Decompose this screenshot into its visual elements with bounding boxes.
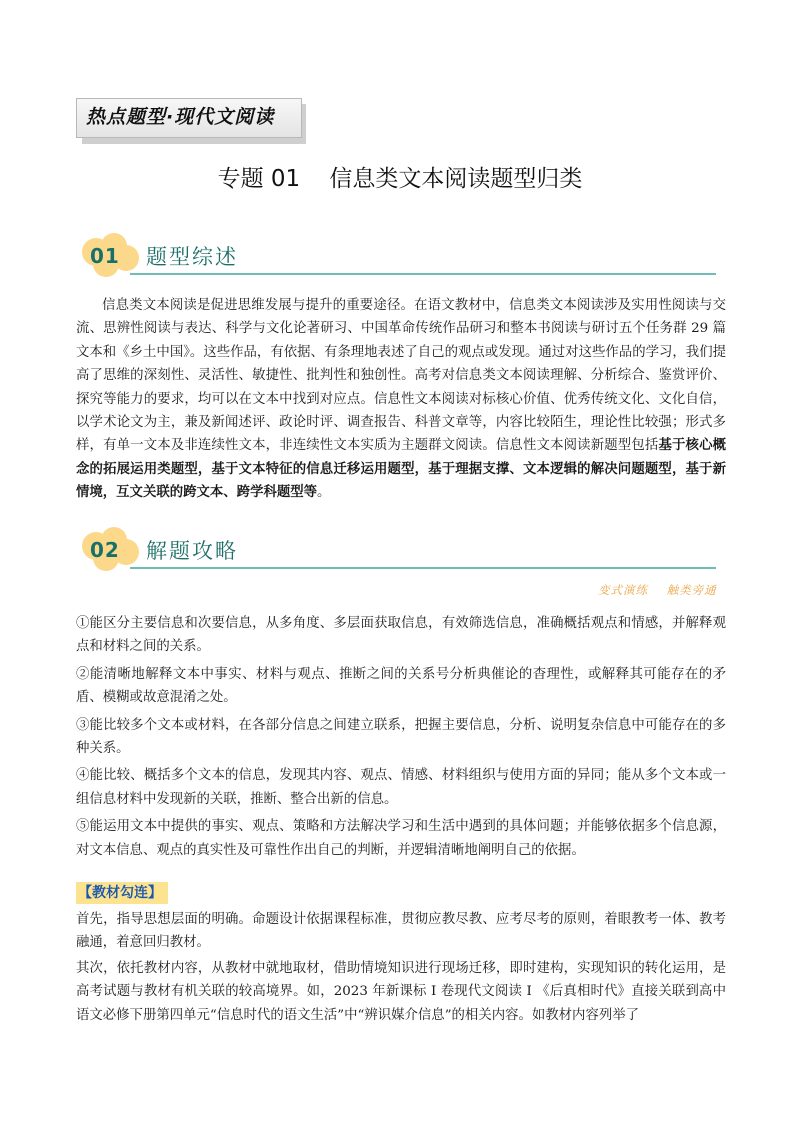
banner-text: 热点题型·现代文阅读 [86,106,275,128]
ability-item: ⑤能运用文本中提供的事实、观点、策略和方法解决学习和生活中遇到的具体问题；并能够依据多个信息源，对文本信息、观点的真实性及可靠性作出自己的判断，并逻辑清晰地阐明自己的依据。 [76,819,726,858]
textbook-link-body [76,908,726,1027]
section-rule [130,567,716,569]
ability-item: ②能清晰地解释文本中事实、材料与观点、推断之间的关系号分析典催论的杳理性，或解释其可能存在的矛盾、模糊或故意混淆之处。 [76,666,726,706]
section-title: 解题攻略 [146,539,238,563]
ability-item: ①能区分主要信息和次要信息，从多角度、多层面获取信息，有效筛选信息，准确概括观点和情感，并解释观点和材料之间的关系。 [76,616,726,655]
topic-banner [76,98,308,146]
ability-item: ③能比较多个文本或材料，在各部分信息之间建立联系，把握主要信息，分析、说明复杂信息中可能存在的多种关系。 [76,717,726,757]
ability-item: ④能比较、概括多个文本的信息，发现其内容、观点、情感、材料组织与使用方面的异同；能从多个文本或一组信息材料中发现新的关联，推断、整合出新的信息。 [76,768,726,807]
abilities-list [76,612,726,866]
section-heading-02 [80,526,720,578]
section-tagline: 变式演练 触类旁通 [598,583,717,597]
overview-bold-types: 基于核心概念的拓展运用类题型，基于文本特征的信息迁移运用题型，基于理据支撑、文本逻辑的解决问题题型，基于新情境，互文关联的跨文本、跨学科题型等 [76,437,727,501]
section-rule [130,273,716,275]
document-title: 专题 01 信息类文本阅读题型归类 [217,166,583,192]
section-title: 题型综述 [146,245,238,269]
section-number: 02 [90,538,120,562]
textbook-paragraph: 其次，依托教材内容，从教材中就地取材，借助情境知识进行现场迁移，即时建构，实现知识的转化运用，是高考试题与教材有机关联的较高境界。如，2023 年新课标 I 卷现代文阅读 I 《后真相时代》直接关联到高中语文必修下册第四单元“信息时代的语文生活”中“辨识媒介信息”的相关内容。如教材内容列举了 [76,960,726,1023]
textbook-link-label: 【教材勾连】 [76,882,168,904]
textbook-paragraph: 首先，指导思想层面的明确。命题设计依据课程标准，贯彻应教尽教、应考尽考的原则，着眼教考一体、教考融通，着意回归教材。 [76,912,726,951]
section-number: 01 [90,244,120,268]
overview-paragraph [76,294,726,505]
overview-intro: 信息类文本阅读是促进思维发展与提升的重要途径。在语文教材中，信息类文本阅读涉及实用性阅读与交流、思辨性阅读与表达、科学与文化论著研习、中国革命传统作品研习和整本书阅读与研讨五个任务群 29 篇文本和《乡土中国》。这些作品，有依据、有条理地表述了自己的观点或发现。通过对这些作品的学习，我们提高了思维的深刻性、灵活性、敏捷性、批判性和独创性。高考对信息类文本阅读理解、分析综合、鉴赏评价、探究等能力的要求，均可以在文本中找到对应点。信息性文本阅读对标核心价值、优秀传统文化、文化自信，以学术论文为主，兼及新闻述评、政论时评、调查报告、科普文章等，内容比较陌生，理论性比较强；形式多样，有单一文本及非连续性文本，非连续性文本实质为主题群文阅读。信息性文本阅读新题型包括 [76,298,726,454]
overview-end: 。 [317,485,331,501]
section-heading-01 [80,232,720,284]
